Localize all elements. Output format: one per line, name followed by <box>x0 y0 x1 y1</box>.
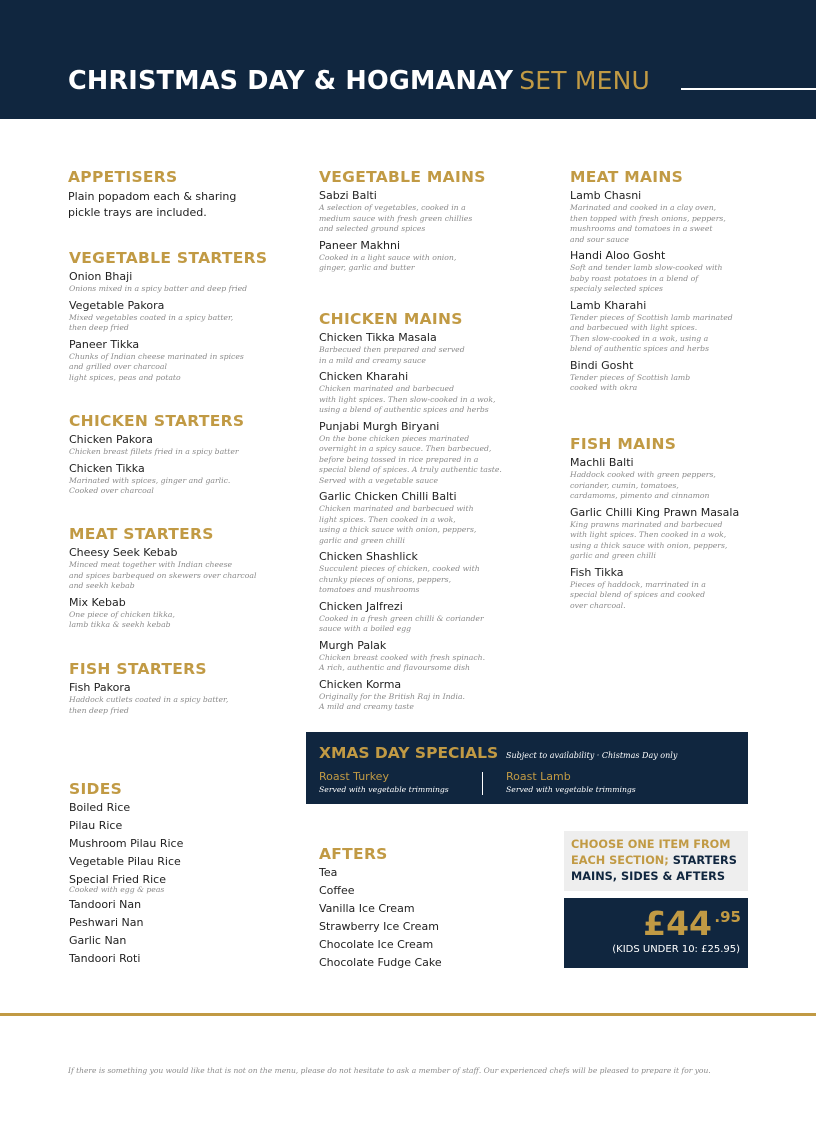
menu-item-name: Strawberry Ice Cream <box>319 920 439 933</box>
section-fish-starters <box>69 659 299 716</box>
xmas-specials-box <box>306 732 748 804</box>
menu-item <box>319 370 554 416</box>
menu-item <box>69 799 299 817</box>
section-sides <box>69 779 299 968</box>
xmas-item-desc: Served with vegetable trimmings <box>319 785 449 794</box>
menu-item <box>570 506 760 562</box>
appetisers-text: Plain popadom each & sharing pickle trays are included. <box>68 190 237 219</box>
price-main: £44 <box>643 904 712 943</box>
menu-item <box>570 566 760 612</box>
choose-instructions-box <box>564 831 748 891</box>
choose-line-2-gold: EACH SECTION; <box>571 854 669 867</box>
xmas-item-desc: Served with vegetable trimmings <box>506 785 636 794</box>
choose-line-1: CHOOSE ONE ITEM FROM <box>571 838 731 851</box>
menu-item <box>69 681 299 716</box>
menu-item-name: Fish Pakora <box>69 681 131 694</box>
section-title-chicken-starters: CHICKEN STARTERS <box>69 412 245 430</box>
menu-item <box>570 249 760 295</box>
menu-item-name: Special Fried Rice <box>69 873 166 886</box>
menu-item-description: Marinated and cooked in a clay oven, then topped with fresh onions, peppers, mushrooms and tomatoes in a sweet and sour sauce <box>570 203 726 244</box>
menu-item-description: Originally for the British Raj in India. A mild and creamy taste <box>319 691 465 711</box>
menu-item <box>319 490 554 546</box>
menu-item-description: Chicken marinated and barbecued with light spices. Then cooked in a wok, using a thick sauce with onion, peppers, garlic and green chilli <box>319 504 477 545</box>
section-fish-mains <box>570 434 760 611</box>
choose-instructions-text <box>571 837 737 885</box>
vegetable-mains-list <box>319 189 554 274</box>
menu-item-description: Cooked with egg & peas <box>69 885 165 894</box>
menu-item-name: Coffee <box>319 884 355 897</box>
menu-item-name: Fish Tikka <box>570 565 624 579</box>
menu-item-description: One piece of chicken tikka, lamb tikka & seekh kebab <box>69 609 175 629</box>
menu-item-name: Chicken Jalfrezi <box>319 599 403 613</box>
menu-item-description: Chicken breast cooked with fresh spinach. A rich, authentic and flavoursome dish <box>319 652 486 672</box>
menu-item-name: Chocolate Ice Cream <box>319 938 434 951</box>
menu-item-name: Vegetable Pakora <box>69 298 165 312</box>
menu-item-description: Tender pieces of Scottish lamb cooked with okra <box>570 372 691 392</box>
menu-item-description: Cooked in a fresh green chilli & coriander sauce with a boiled egg <box>319 613 484 633</box>
menu-item <box>319 954 554 972</box>
chicken-mains-list <box>319 331 554 713</box>
afters-list <box>319 864 554 972</box>
section-vegetable-starters <box>69 248 299 383</box>
menu-item-description: Haddock cooked with green peppers, coriander, cumin, tomatoes, cardamoms, pimento and cinnamon <box>570 470 716 500</box>
menu-item <box>69 853 299 871</box>
xmas-specials-title: XMAS DAY SPECIALS <box>319 744 499 762</box>
menu-item-name: Chicken Tikka Masala <box>319 331 437 344</box>
menu-item <box>69 950 299 968</box>
menu-item-description: King prawns marinated and barbecued with light spices. Then cooked in a wok, using a thick sauce with onion, peppers, garlic and green chilli <box>570 519 728 560</box>
menu-item-name: Mushroom Pilau Rice <box>69 837 184 850</box>
menu-item <box>69 338 299 384</box>
section-title-meat-starters: MEAT STARTERS <box>69 525 214 543</box>
vegetable-starters-list <box>69 270 299 383</box>
footer-rule <box>0 1013 816 1016</box>
menu-item-name: Chicken Pakora <box>69 433 153 446</box>
menu-item <box>570 359 760 394</box>
xmas-item-name: Roast Lamb <box>506 770 571 783</box>
menu-item-name: Garlic Chicken Chilli Balti <box>319 490 457 503</box>
menu-item-description: Soft and tender lamb slow-cooked with baby roast potatoes in a blend of specialy selected spices <box>570 263 723 293</box>
menu-item-description: Marinated with spices, ginger and garlic. Cooked over charcoal <box>69 475 231 495</box>
menu-item <box>319 600 554 635</box>
header-banner <box>0 0 816 119</box>
menu-item-description: A selection of vegetables, cooked in a medium sauce with fresh green chillies and selected ground spices <box>319 203 473 233</box>
menu-item <box>319 900 554 918</box>
menu-item <box>69 270 299 295</box>
menu-item <box>570 299 760 355</box>
menu-item <box>69 299 299 334</box>
page-title <box>68 66 650 96</box>
menu-item-name: Vegetable Pilau Rice <box>69 855 181 868</box>
column-1 <box>68 167 298 221</box>
section-title-chicken-mains: CHICKEN MAINS <box>319 310 463 328</box>
menu-item <box>69 433 299 458</box>
section-title-vegetable-starters: VEGETABLE STARTERS <box>69 249 268 267</box>
menu-item <box>319 639 554 674</box>
price-box <box>564 898 748 968</box>
menu-item <box>570 189 760 245</box>
menu-item-name: Paneer Makhni <box>319 238 401 252</box>
menu-item <box>319 864 554 882</box>
menu-item-name: Pilau Rice <box>69 819 123 832</box>
menu-item <box>319 550 554 596</box>
choose-line-2-dark: STARTERS <box>668 854 737 867</box>
menu-item <box>319 882 554 900</box>
menu-item-description: Cooked in a light sauce with onion, ginger, garlic and butter <box>319 252 457 272</box>
section-title-fish-starters: FISH STARTERS <box>69 660 207 678</box>
menu-item-name: Tandoori Nan <box>69 897 142 911</box>
menu-item <box>69 914 299 932</box>
menu-item-name: Chicken Kharahi <box>319 370 409 383</box>
xmas-divider <box>482 772 483 795</box>
menu-item <box>319 918 554 936</box>
menu-item-description: Onions mixed in a spicy batter and deep fried <box>69 284 248 293</box>
menu-item <box>319 936 554 954</box>
menu-item <box>69 817 299 835</box>
menu-item <box>69 546 299 592</box>
menu-item-name: Sabzi Balti <box>319 189 377 202</box>
menu-item-description: Chunks of Indian cheese marinated in spices and grilled over charcoal light spices, peas and potato <box>69 351 244 382</box>
section-meat-mains <box>570 167 760 394</box>
xmas-item-lamb <box>506 770 636 795</box>
menu-item-name: Paneer Tikka <box>69 337 140 351</box>
menu-item-name: Tea <box>319 866 338 879</box>
section-chicken-mains <box>319 309 554 713</box>
menu-item <box>69 896 299 914</box>
menu-item-name: Garlic Chilli King Prawn Masala <box>570 505 740 519</box>
price-kids: (KIDS UNDER 10: £25.95) <box>612 944 740 955</box>
meat-starters-list <box>69 546 299 631</box>
menu-item <box>319 678 554 713</box>
menu-item-name: Bindi Gosht <box>570 358 634 372</box>
section-title-meat-mains: MEAT MAINS <box>570 168 684 186</box>
menu-item <box>69 462 299 497</box>
menu-item-name: Lamb Chasni <box>570 189 642 202</box>
footer-note: If there is something you would like that is not on the menu, please do not hesitate to ask a member of staff. Our experienced chefs will be pleased to prepare it for you. <box>68 1066 711 1075</box>
menu-item-description: Succulent pieces of chicken, cooked with chunky pieces of onions, peppers, tomatoes and mushrooms <box>319 564 480 594</box>
menu-item-description: Barbecued then prepared and served in a mild and creamy sauce <box>319 345 465 365</box>
menu-item-name: Chocolate Fudge Cake <box>319 956 442 969</box>
menu-item <box>319 189 554 235</box>
price-pence: .95 <box>714 908 741 926</box>
menu-item <box>69 932 299 950</box>
xmas-specials-note: Subject to availability · Chistmas Day only <box>506 751 678 760</box>
menu-item-description: Tender pieces of Scottish lamb marinated and barbecued with light spices. Then slow-cooked in a wok, using a blend of authentic spices and herbs <box>570 312 733 353</box>
meat-mains-list <box>570 189 760 394</box>
menu-item-description: Mixed vegetables coated in a spicy batter, then deep fried <box>69 312 234 332</box>
menu-item-description: Pieces of haddock, marrinated in a special blend of spices and cooked over charcoal. <box>570 579 706 610</box>
section-title-sides: SIDES <box>69 780 123 798</box>
section-meat-starters <box>69 524 299 631</box>
page-title-sub: SET MENU <box>519 66 651 95</box>
xmas-item-turkey <box>319 770 449 795</box>
section-chicken-starters <box>69 411 299 497</box>
page-title-main: CHRISTMAS DAY & HOGMANAY <box>68 66 514 96</box>
xmas-item-name: Roast Turkey <box>319 770 389 783</box>
menu-item-description: Chicken marinated and barbecued with light spices. Then slow-cooked in a wok, using a blend of authentic spices and herbs <box>319 384 496 414</box>
menu-item-description: Minced meat together with Indian cheese and spices barbequed on skewers over charcoal and seekh kebab <box>69 560 257 590</box>
menu-item-description: On the bone chicken pieces marinated overnight in a spicy sauce. Then barbecued, before being tossed in rice prepared in a special blend of spices. A truly authentic taste. Served with a vegetable sauce <box>319 433 502 485</box>
menu-item-description: Haddock cutlets coated in a spicy batter, then deep fried <box>69 695 229 715</box>
section-afters <box>319 844 554 972</box>
title-rule <box>681 88 816 90</box>
section-title-fish-mains: FISH MAINS <box>570 435 677 453</box>
choose-line-2 <box>571 853 737 869</box>
menu-item <box>69 596 299 631</box>
menu-item-name: Machli Balti <box>570 456 634 469</box>
menu-item-name: Lamb Kharahi <box>570 298 647 312</box>
chicken-starters-list <box>69 433 299 497</box>
menu-item <box>319 239 554 274</box>
menu-item <box>69 835 299 853</box>
menu-item-name: Mix Kebab <box>69 595 126 609</box>
section-title-appetisers: APPETISERS <box>68 168 178 186</box>
menu-item-name: Tandoori Roti <box>69 951 141 965</box>
menu-item-name: Boiled Rice <box>69 801 131 814</box>
menu-item-name: Peshwari Nan <box>69 915 144 929</box>
menu-item <box>319 331 554 366</box>
menu-item-name: Chicken Shashlick <box>319 550 418 563</box>
menu-item-name: Cheesy Seek Kebab <box>69 546 178 559</box>
section-title-afters: AFTERS <box>319 845 388 863</box>
menu-item-name: Murgh Palak <box>319 638 387 652</box>
menu-item-name: Chicken Korma <box>319 677 402 691</box>
menu-item-name: Garlic Nan <box>69 933 127 947</box>
menu-item-description: Chicken breast fillets fried in a spicy batter <box>69 447 239 456</box>
section-vegetable-mains <box>319 167 554 274</box>
section-title-vegetable-mains: VEGETABLE MAINS <box>319 168 486 186</box>
fish-mains-list <box>570 456 760 611</box>
menu-item <box>319 420 554 487</box>
menu-item-name: Handi Aloo Gosht <box>570 249 666 262</box>
menu-item-name: Vanilla Ice Cream <box>319 902 415 915</box>
sides-list <box>69 799 299 968</box>
menu-item-name: Chicken Tikka <box>69 461 145 475</box>
fish-starters-list <box>69 681 299 716</box>
menu-item-name: Punjabi Murgh Biryani <box>319 419 440 433</box>
menu-item-name: Onion Bhaji <box>69 270 133 283</box>
choose-line-3: MAINS, SIDES & AFTERS <box>571 870 726 883</box>
menu-item <box>69 871 299 896</box>
menu-item <box>570 456 760 502</box>
